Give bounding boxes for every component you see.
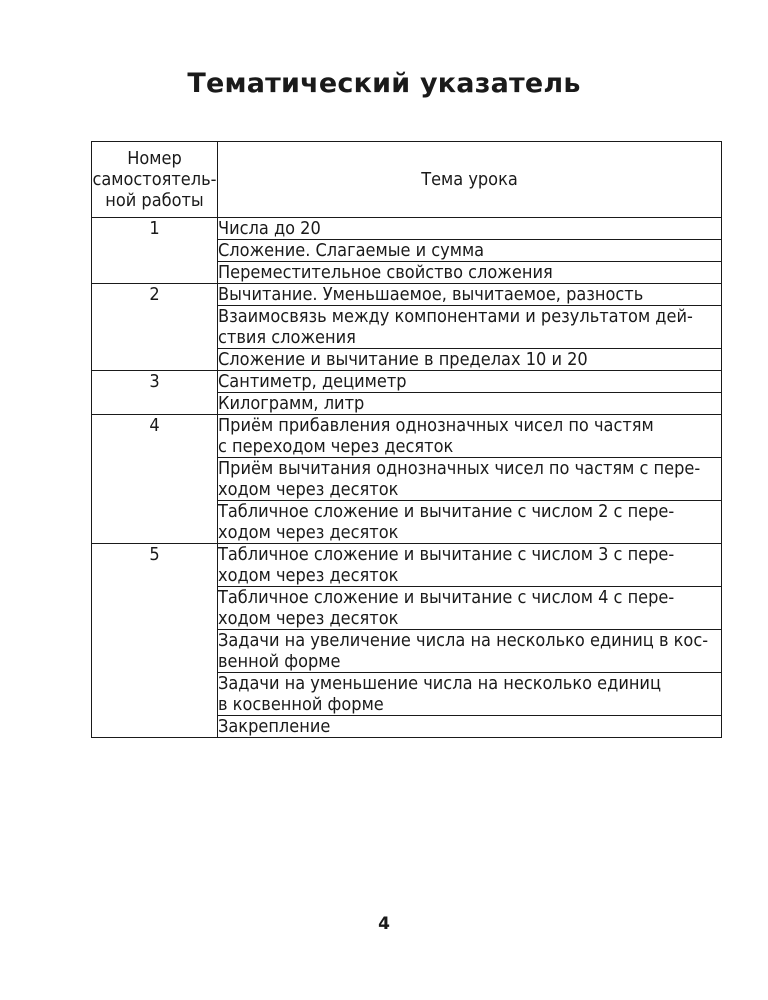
lesson-topic-line: Числа до 20 xyxy=(218,218,321,239)
lesson-topic-line: Сложение. Слагаемые и сумма xyxy=(218,240,485,261)
lesson-topic-line: Задачи на увеличение числа на несколько единиц в кос- xyxy=(218,630,709,651)
lesson-topic-line: в косвенной форме xyxy=(218,694,384,715)
number-column-header-line: Номер xyxy=(127,148,182,169)
lesson-topic-cell xyxy=(218,393,722,415)
page-title: Тематический указатель xyxy=(187,68,581,99)
lesson-topic-line: Сложение и вычитание в пределах 10 и 20 xyxy=(218,349,588,370)
lesson-topic-cell xyxy=(218,716,722,738)
lesson-topic-line: с переходом через десяток xyxy=(218,436,454,457)
table-row xyxy=(92,284,722,306)
lesson-topic-line: Задачи на уменьшение числа на несколько единиц xyxy=(218,673,661,694)
lesson-topic-line: Вычитание. Уменьшаемое, вычитаемое, разность xyxy=(218,284,644,305)
work-number-cell: 3 xyxy=(92,371,218,415)
lesson-topic-line: Взаимосвязь между компонентами и результатом дей- xyxy=(218,306,693,327)
lesson-topic-line: Сантиметр, дециметр xyxy=(218,371,407,392)
lesson-topic-cell xyxy=(218,673,722,716)
table-row xyxy=(92,415,722,458)
work-number-cell: 5 xyxy=(92,544,218,738)
topic-index-table xyxy=(91,141,722,738)
lesson-topic-line: ходом через десяток xyxy=(218,565,399,586)
lesson-topic-cell xyxy=(218,240,722,262)
lesson-topic-line: ходом через десяток xyxy=(218,608,399,629)
lesson-topic-line: ходом через десяток xyxy=(218,479,399,500)
lesson-topic-cell xyxy=(218,544,722,587)
table-body xyxy=(92,218,722,738)
table-header-row xyxy=(92,142,722,218)
work-number-cell: 1 xyxy=(92,218,218,284)
lesson-topic-line: Табличное сложение и вычитание с числом 4 с пере- xyxy=(218,587,675,608)
lesson-topic-cell xyxy=(218,458,722,501)
number-column-header xyxy=(92,142,218,218)
lesson-topic-cell xyxy=(218,630,722,673)
lesson-topic-line: Приём вычитания однозначных чисел по частям с пере- xyxy=(218,458,701,479)
lesson-topic-line: Переместительное свойство сложения xyxy=(218,262,553,283)
lesson-topic-cell xyxy=(218,501,722,544)
table-row xyxy=(92,371,722,393)
lesson-topic-line: Килограмм, литр xyxy=(218,393,365,414)
topic-column-header: Тема урока xyxy=(218,142,722,218)
table-row xyxy=(92,544,722,587)
table-row xyxy=(92,218,722,240)
lesson-topic-cell xyxy=(218,306,722,349)
lesson-topic-line: венной форме xyxy=(218,651,341,672)
lesson-topic-cell xyxy=(218,218,722,240)
lesson-topic-line: Приём прибавления однозначных чисел по частям xyxy=(218,415,654,436)
lesson-topic-cell xyxy=(218,415,722,458)
work-number-cell: 2 xyxy=(92,284,218,371)
work-number-cell: 4 xyxy=(92,415,218,544)
lesson-topic-line: ствия сложения xyxy=(218,327,356,348)
lesson-topic-line: Закрепление xyxy=(218,716,331,737)
page-number: 4 xyxy=(378,914,390,934)
lesson-topic-line: Табличное сложение и вычитание с числом 3 с пере- xyxy=(218,544,675,565)
number-column-header-line: ной работы xyxy=(105,190,204,211)
lesson-topic-cell xyxy=(218,371,722,393)
number-column-header-line: самостоятель- xyxy=(92,169,217,190)
lesson-topic-line: ходом через десяток xyxy=(218,522,399,543)
lesson-topic-cell xyxy=(218,284,722,306)
lesson-topic-cell xyxy=(218,262,722,284)
lesson-topic-line: Табличное сложение и вычитание с числом 2 с пере- xyxy=(218,501,675,522)
lesson-topic-cell xyxy=(218,587,722,630)
lesson-topic-cell xyxy=(218,349,722,371)
